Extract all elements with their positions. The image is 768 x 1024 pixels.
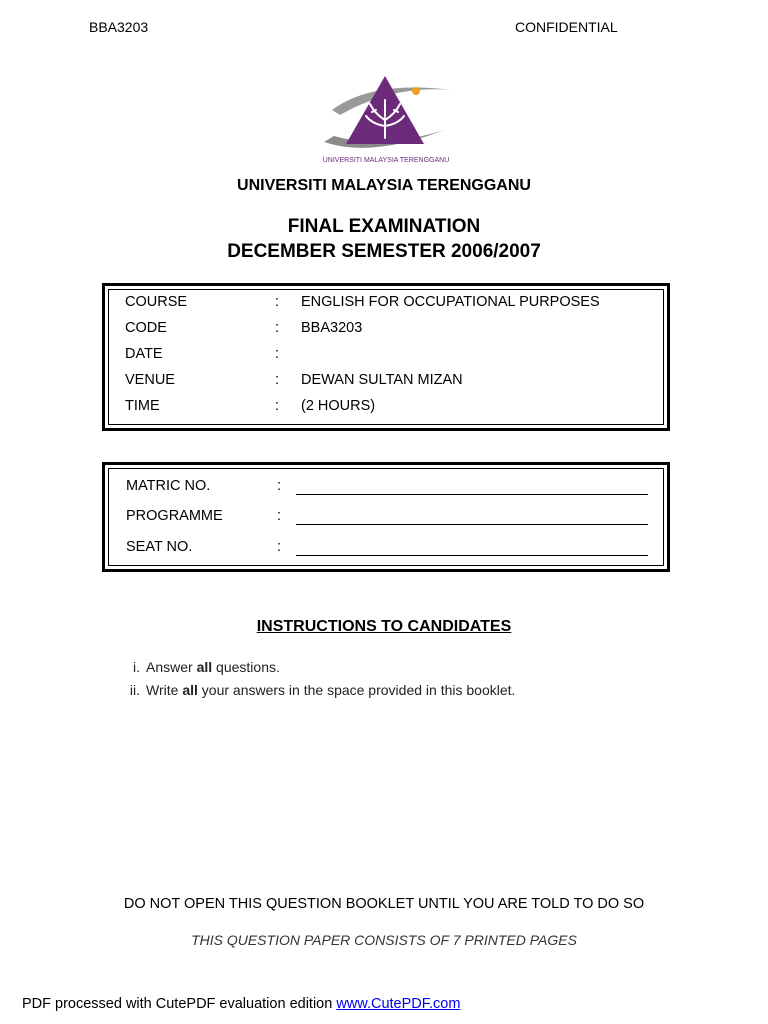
venue-label: VENUE <box>125 372 175 388</box>
footer-note <box>22 996 460 1012</box>
do-not-open-notice: DO NOT OPEN THIS QUESTION BOOKLET UNTIL YOU ARE TOLD TO DO SO <box>123 896 645 912</box>
page-count-note: THIS QUESTION PAPER CONSISTS OF 7 PRINTED PAGES <box>191 932 577 948</box>
code-label: CODE <box>125 320 167 336</box>
course-info-box: COURSE : ENGLISH FOR OCCUPATIONAL PURPOSES CODE : BBA3203 DATE : VENUE : DEWAN SULTAN MIZAN TIME : (2 HOURS) <box>102 283 670 431</box>
university-logo-icon <box>312 70 460 170</box>
exam-semester: DECEMBER SEMESTER 2006/2007 <box>227 241 541 262</box>
seat-label: SEAT NO. <box>126 539 193 555</box>
footer-text: PDF processed with CutePDF evaluation edition <box>22 996 337 1012</box>
logo-caption: UNIVERSITI MALAYSIA TERENGGANU <box>322 157 450 164</box>
matric-field[interactable] <box>296 478 648 495</box>
matric-label: MATRIC NO. <box>126 478 211 494</box>
instructions-title: INSTRUCTIONS TO CANDIDATES <box>256 618 512 635</box>
course-value: ENGLISH FOR OCCUPATIONAL PURPOSES <box>301 294 600 310</box>
time-label: TIME <box>125 398 160 414</box>
venue-value: DEWAN SULTAN MIZAN <box>301 372 463 388</box>
course-label: COURSE <box>125 294 188 310</box>
seat-field[interactable] <box>296 539 648 556</box>
code-value: BBA3203 <box>301 320 363 336</box>
instruction-item: ii. Write all your answers in the space provided in this booklet. <box>129 682 516 698</box>
header-course-code: BBA3203 <box>89 19 149 35</box>
programme-label: PROGRAMME <box>126 508 223 524</box>
time-value: (2 HOURS) <box>301 398 376 414</box>
university-name: UNIVERSITI MALAYSIA TERENGGANU <box>237 177 531 194</box>
cutepdf-link[interactable]: www.CutePDF.com <box>336 996 461 1012</box>
exam-title: FINAL EXAMINATION <box>287 216 481 237</box>
candidate-info-box: MATRIC NO. : PROGRAMME : SEAT NO. : <box>102 462 670 572</box>
instruction-item: i. Answer all questions. <box>133 659 280 675</box>
header-confidential: CONFIDENTIAL <box>515 19 618 35</box>
programme-field[interactable] <box>296 508 648 525</box>
date-label: DATE <box>125 346 163 362</box>
university-logo <box>312 70 460 170</box>
